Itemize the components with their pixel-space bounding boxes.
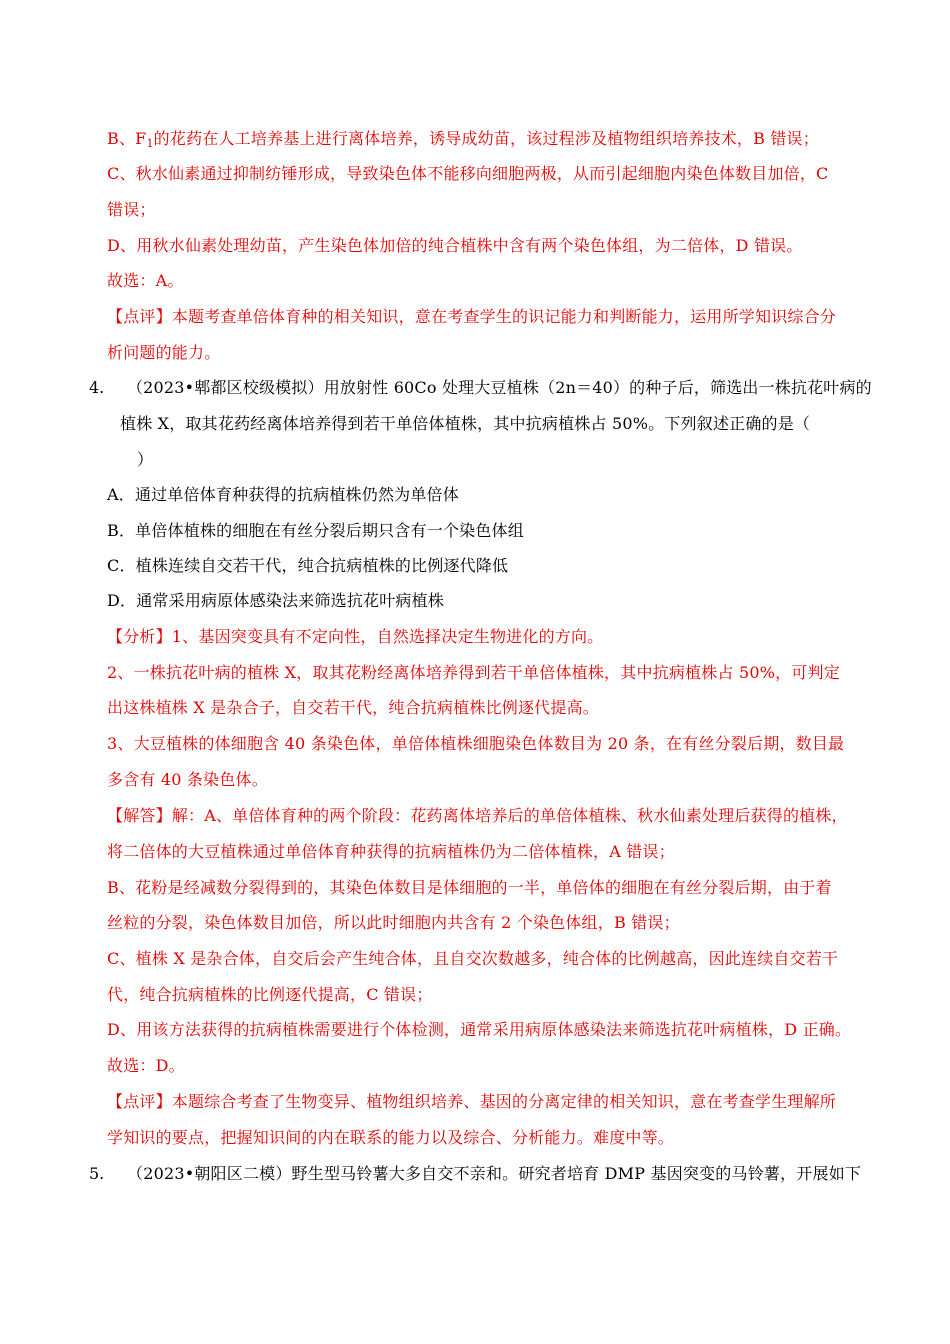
q4-option-a: A．通过单倍体育种获得的抗病植株仍然为单倍体	[107, 485, 459, 504]
q4-comment-cont: 学知识的要点，把握知识间的内在联系的能力以及综合、分析能力。难度中等。	[107, 1128, 675, 1147]
q4-option-b: B．单倍体植株的细胞在有丝分裂后期只含有一个染色体组	[107, 521, 524, 540]
q5-stem: （2023•朝阳区二模）野生型马铃薯大多自交不亲和。研究者培育 DMP 基因突变的马铃薯，开展如下	[127, 1164, 862, 1183]
q4-analysis-3-cont: 多含有 40 条染色体。	[107, 770, 268, 789]
q3-option-c-explanation: C、秋水仙素通过抑制纺锤形成，导致染色体不能移向细胞两极，从而引起细胞内染色体数目加倍，C	[107, 164, 829, 183]
question-number: 4.	[89, 378, 105, 397]
q4-analysis-2: 2、一株抗花叶病的植株 X，取其花粉经离体培养得到若干单倍体植株，其中抗病植株占 50%，可判定	[107, 663, 840, 682]
q3-option-d-explanation: D、用秋水仙素处理幼苗，产生染色体加倍的纯合植株中含有两个染色体组，为二倍体，D 错误。	[107, 236, 803, 255]
q4-solution-c: C、植株 X 是杂合体，自交后会产生纯合体，且自交次数越多，纯合体的比例越高，因此连续自交若干	[107, 949, 839, 968]
q4-comment: 【点评】本题综合考查了生物变异、植物组织培养、基因的分离定律的相关知识，意在考查学生理解所	[107, 1092, 837, 1111]
q4-stem-cont: 植株 X，取其花药经离体培养得到若干单倍体植株，其中抗病植株占 50%。下列叙述正确的是（	[120, 414, 811, 433]
q4-solution-cont: 将二倍体的大豆植株通过单倍体育种获得的抗病植株仍为二倍体植株，A 错误；	[107, 842, 675, 861]
q4-solution-c-cont: 代，纯合抗病植株的比例逐代提高，C 错误；	[107, 985, 433, 1004]
q3-option-c-explanation-cont: 错误；	[107, 200, 156, 219]
q3-comment-cont: 析问题的能力。	[107, 343, 221, 362]
q4-analysis-2-cont: 出这株植株 X 是杂合子，自交若干代，纯合抗病植株比例逐代提高。	[107, 698, 599, 717]
q4-solution-d: D、用该方法获得的抗病植株需要进行个体检测，通常采用病原体感染法来筛选抗花叶病植株，D 正确。	[107, 1020, 852, 1039]
q4-solution-b: B、花粉是经减数分裂得到的，其染色体数目是体细胞的一半，单倍体的细胞在有丝分裂后期，由于着	[107, 878, 832, 897]
q3-answer: 故选：A。	[107, 271, 184, 290]
question-number: 5.	[89, 1164, 105, 1183]
q4-stem: （2023•郫都区校级模拟）用放射性 60Co 处理大豆植株（2n＝40）的种子后，筛选出一株抗花叶病的	[127, 378, 872, 397]
q3-option-b-explanation: B、$F_1$的花药在人工培养基上进行离体培养，诱导成幼苗，该过程涉及植物组织培养技术，B 错误；	[107, 129, 819, 150]
q3-comment: 【点评】本题考查单倍体育种的相关知识，意在考查学生的识记能力和判断能力，运用所学知识综合分	[107, 307, 837, 326]
q4-solution: 【解答】解：A、单倍体育种的两个阶段：花药离体培养后的单倍体植株、秋水仙素处理后获得的植株，	[107, 806, 848, 825]
q4-solution-b-cont: 丝粒的分裂，染色体数目加倍，所以此时细胞内共含有 2 个染色体组，B 错误；	[107, 913, 680, 932]
q4-analysis-3: 3、大豆植株的体细胞含 40 条染色体，单倍体植株细胞染色体数目为 20 条，在有丝分裂后期，数目最	[107, 734, 845, 753]
q4-stem-paren: ）	[137, 450, 154, 469]
q4-analysis: 【分析】1、基因突变具有不定向性，自然选择决定生物进化的方向。	[107, 627, 604, 646]
q4-option-c: C．植株连续自交若干代，纯合抗病植株的比例逐代降低	[107, 556, 509, 575]
q4-answer: 故选：D。	[107, 1056, 185, 1075]
q4-option-d: D．通常采用病原体感染法来筛选抗花叶病植株	[107, 591, 445, 610]
